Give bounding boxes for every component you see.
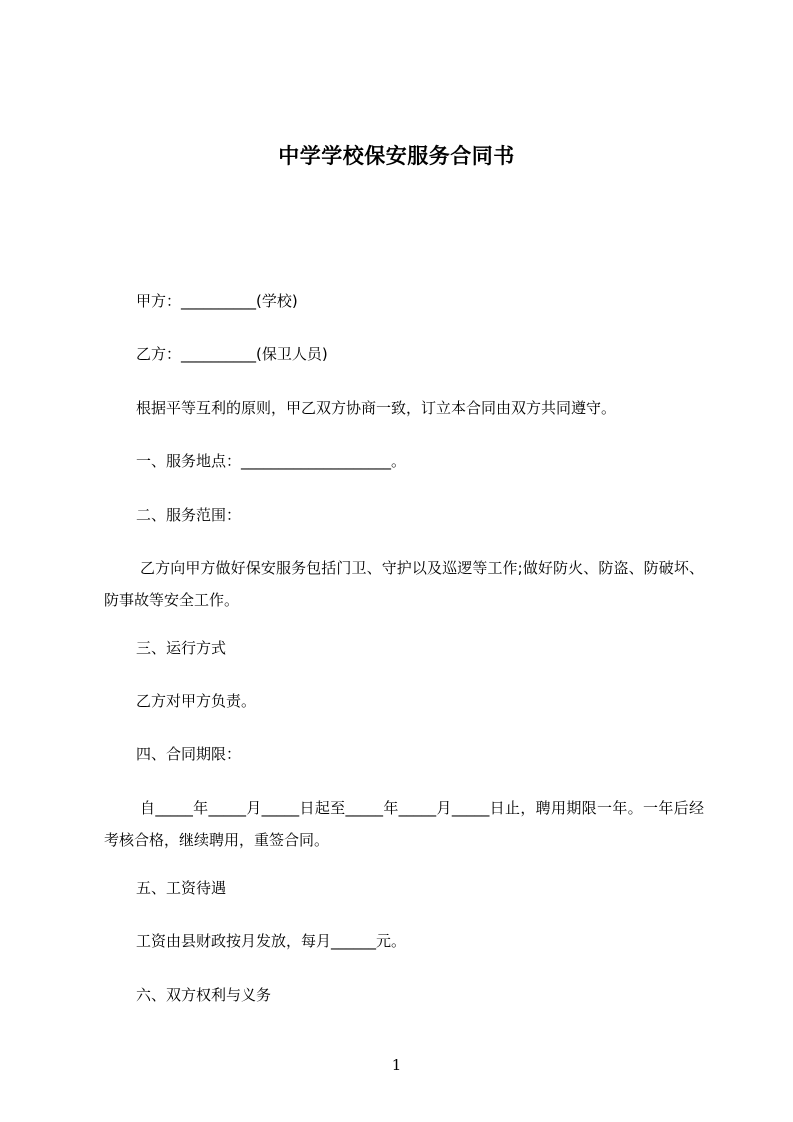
section-contract-term-heading: 四、合同期限： [136, 745, 242, 763]
section-contract-term-body: 自_____年_____月_____日起至_____年_____月_____日止，聘用期限一年。一年后经考核合格，继续聘用，重签合同。 [104, 799, 704, 849]
section-operation-heading: 三、运行方式 [136, 639, 227, 657]
party-b-line: 乙方：__________(保卫人员) [136, 345, 328, 363]
section-service-scope-heading: 二、服务范围： [136, 506, 242, 524]
section-operation-body: 乙方对甲方负责。 [136, 692, 257, 710]
document-title: 中学学校保安服务合同书 [278, 144, 515, 168]
preamble-paragraph: 根据平等互利的原则，甲乙双方协商一致，订立本合同由双方共同遵守。 [136, 399, 617, 417]
section-rights-obligations-heading: 六、双方权利与义务 [136, 986, 272, 1004]
party-a-line: 甲方：__________(学校) [136, 292, 298, 310]
section-salary-body: 工资由县财政按月发放，每月______元。 [136, 932, 407, 950]
page-number: 1 [391, 1056, 402, 1074]
section-service-location: 一、服务地点：____________________。 [136, 452, 407, 470]
section-salary-heading: 五、工资待遇 [136, 879, 227, 897]
section-service-scope-body: 乙方向甲方做好保安服务包括门卫、守护以及巡逻等工作;做好防火、防盗、防破坏、防事故等安全工作。 [104, 559, 704, 609]
